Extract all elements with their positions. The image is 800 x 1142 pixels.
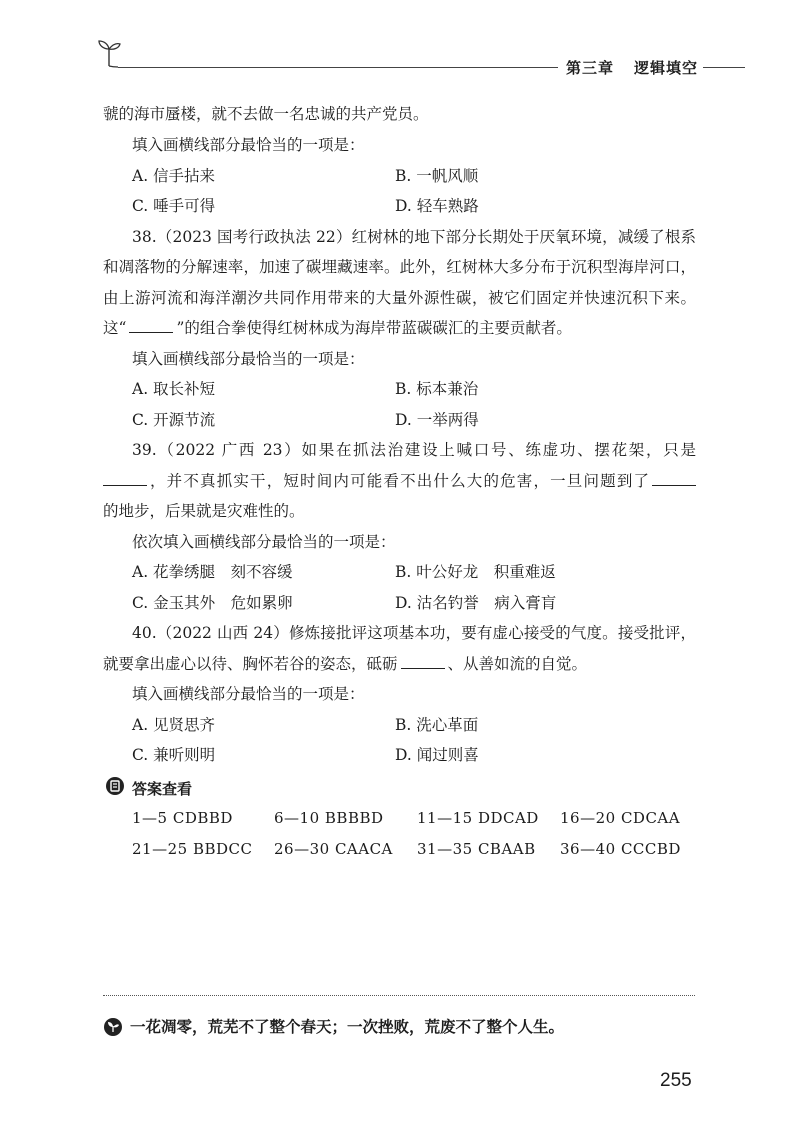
- header-rule-right: [703, 67, 745, 68]
- q40-prompt: 填入画横线部分最恰当的一项是：: [132, 685, 365, 703]
- q38-option-c: C. 开源节流: [132, 411, 216, 429]
- footer-divider: [103, 995, 695, 996]
- q37-tail-text: 虢的海市蜃楼，就不去做一名忠诚的共产党员。: [103, 105, 429, 123]
- chapter-label: 第三章: [566, 59, 615, 77]
- q37-option-a: A. 信手拈来: [132, 167, 216, 185]
- q40-line2-post: 、从善如流的自觉。: [447, 655, 588, 673]
- q37-option-d: D. 轻车熟路: [395, 197, 479, 215]
- q40-line2-pre: 就要拿出虚心以待、胸怀若谷的姿态，砥砺: [103, 655, 398, 673]
- q40-option-c: C. 兼听则明: [132, 746, 216, 764]
- answer-cell: 1—5 CDBBD: [132, 809, 233, 827]
- q39-option-a: A. 花拳绣腿 刻不容缓: [132, 563, 293, 581]
- answer-cell: 6—10 BBBBD: [274, 809, 384, 827]
- answer-blank: [103, 471, 147, 486]
- q38-line1: 38.（2023 国考行政执法 22）红树林的地下部分长期处于厌氧环境，减缓了根系: [132, 228, 696, 246]
- q38-option-b: B. 标本兼治: [395, 380, 479, 398]
- q39-line2-text: ，并不真抓实干，短时间内可能看不出什么大的危害，一旦问题到了: [150, 472, 649, 490]
- q40-option-a: A. 见贤思齐: [132, 716, 216, 734]
- q38-option-d: D. 一举两得: [395, 411, 479, 429]
- answer-cell: 11—15 DDCAD: [417, 809, 539, 827]
- q38-line3: 由上游河流和海洋潮汐共同作用带来的大量外源性碳，被它们固定并快速沉积下来。: [103, 289, 696, 307]
- header-rule-left: [118, 67, 558, 68]
- answer-blank: [129, 318, 173, 333]
- answer-cell: 21—25 BBDCC: [132, 840, 253, 858]
- answer-cell: 26—30 CAACA: [274, 840, 393, 858]
- q39-line1: 39.（2022 广西 23）如果在抓法治建设上喊口号、练虚功、摆花架，只是: [132, 441, 696, 459]
- answer-cell: 36—40 CCCBD: [560, 840, 681, 858]
- answers-title: 答案查看: [132, 780, 193, 798]
- q39-line3: 的地步，后果就是灾难性的。: [103, 502, 305, 520]
- q38-prompt: 填入画横线部分最恰当的一项是：: [132, 350, 365, 368]
- sprout-icon: [96, 38, 122, 68]
- q39-prompt: 依次填入画横线部分最恰当的一项是：: [132, 533, 396, 551]
- q39-option-d: D. 沽名钓誉 病入膏肓: [395, 594, 557, 612]
- q40-option-d: D. 闻过则喜: [395, 746, 479, 764]
- q39-line2: [103, 471, 696, 491]
- q39-option-c: C. 金玉其外 危如累卵: [132, 594, 293, 612]
- answer-blank: [652, 471, 696, 486]
- q38-line2: 和凋落物的分解速率，加速了碳埋藏速率。此外，红树林大多分布于沉积型海岸河口，: [103, 258, 696, 276]
- answer-blank: [401, 654, 445, 669]
- q38-line4-post: ”的组合拳使得红树林成为海岸带蓝碳碳汇的主要贡献者。: [176, 319, 572, 337]
- leaf-badge-icon: [103, 1017, 123, 1037]
- q39-option-b: B. 叶公好龙 积重难返: [395, 563, 556, 581]
- page-number: 255: [660, 1070, 692, 1091]
- q38-option-a: A. 取长补短: [132, 380, 216, 398]
- q40-line2: [103, 654, 587, 674]
- q37-prompt: 填入画横线部分最恰当的一项是：: [132, 136, 365, 154]
- q37-option-c: C. 唾手可得: [132, 197, 216, 215]
- q37-option-b: B. 一帆风顺: [395, 167, 479, 185]
- q40-line1: 40.（2022 山西 24）修炼接批评这项基本功，要有虚心接受的气度。接受批评，: [132, 624, 696, 642]
- answer-badge-icon: [105, 776, 125, 796]
- q38-line4-pre: 这“: [103, 319, 127, 337]
- answer-cell: 16—20 CDCAA: [560, 809, 681, 827]
- q40-option-b: B. 洗心革面: [395, 716, 479, 734]
- answer-cell: 31—35 CBAAB: [417, 840, 536, 858]
- q38-line4: [103, 318, 572, 338]
- chapter-topic: 逻辑填空: [634, 59, 699, 77]
- footer-quote: 一花凋零，荒芜不了整个春天；一次挫败，荒废不了整个人生。: [130, 1018, 565, 1036]
